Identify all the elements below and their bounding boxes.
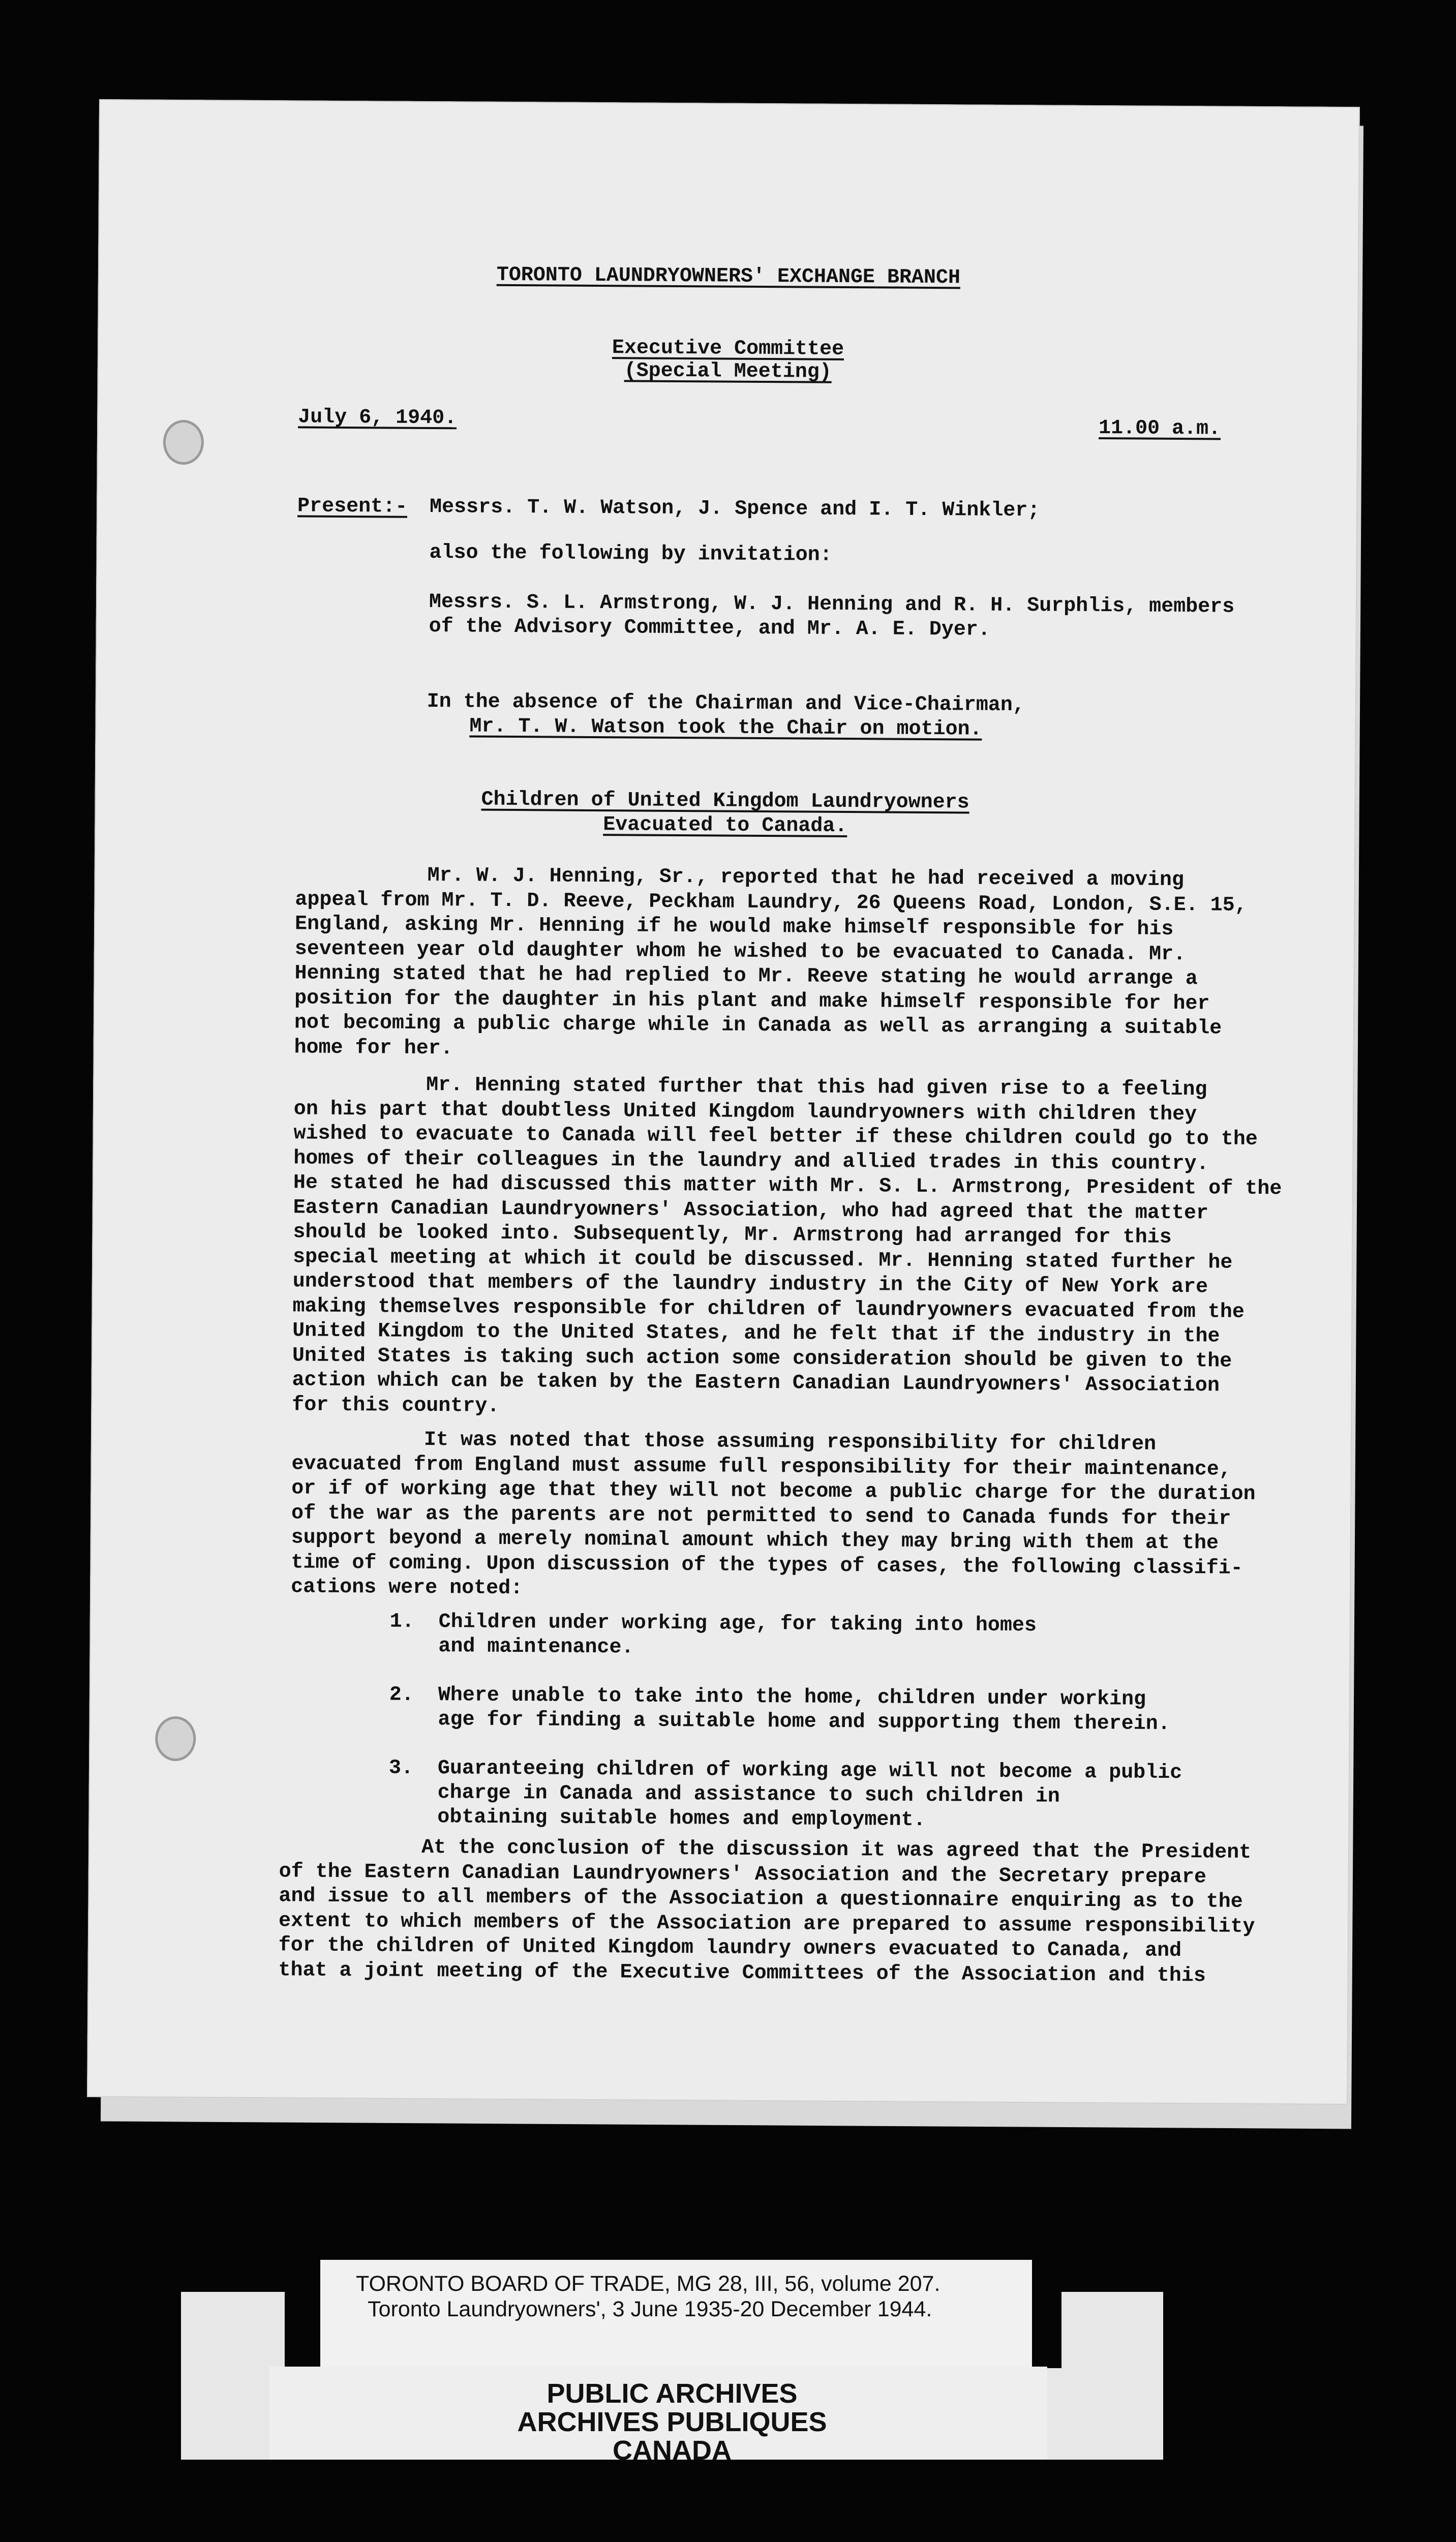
classification-item-2 [389,1683,1254,1736]
chair-line-1: In the absence of the Chairman and Vice-Chairman, [427,690,1025,717]
meeting-type: (Special Meeting) [624,359,832,384]
section-title-line-2: Evacuated to Canada. [603,813,847,838]
document-page [87,99,1360,2105]
invitation-intro: also the following by invitation: [429,541,832,567]
paragraph-henning-further: Mr. Henning stated further that this had given rise to a feeling on his part that doubtless United Kingdom laundryowners with children they wished to evacuate to Canada will feel better if these children could go to the homes of their colleagues in the laundry and allied trades in this country. He stated he had discussed this matter with Mr. S. L. Armstrong, President of the Eastern Canadian Laundryowners' Association, who had agreed that the matter should be looked into. Subsequently, Mr. Armstrong had arranged for this special meeting at which it could be discussed. Mr. Henning stated further he understood that members of the laundry industry in the City of New York are making themselves responsible for children of laundryowners evacuated from the United Kingdom to the United States, and he felt that if the industry in the United States is taking such action some consideration should be given to the action which can be taken by the Eastern Canadian Laundryowners' Association for this country. [292,1073,1282,1418]
committee-title: Executive Committee [612,337,844,361]
document-header: TORONTO LAUNDRYOWNERS' EXCHANGE BRANCH [496,263,961,290]
item-text: Children under working age, for taking into homes and maintenance. [438,1611,1037,1659]
section-title-line-1: Children of United Kingdom Laundryowners [481,788,969,814]
punch-hole-bottom [155,1716,196,1761]
box-slot-left [285,2292,320,2368]
paragraph-responsibility: It was noted that those assuming responsibility for children evacuated from England must assume full responsibility for their maintenance, or if of working age that they will not become a public charge for the duration of the war as the parents are not permitted to send to Canada funds for their support beyond a merely nominal amount which they may bring with them at the time of coming. Upon discussion of the types of cases, the following classifi- cations were noted: [290,1428,1256,1600]
meeting-date: July 6, 1940. [298,406,457,430]
item-number: 1. [389,1610,414,1633]
meeting-time: 11.00 a.m. [1098,417,1221,441]
classification-item-3 [388,1757,1253,1832]
present-label: Present:- [297,495,408,519]
invited-line-1: Messrs. S. L. Armstrong, W. J. Henning and R. H. Surphlis, members [429,590,1235,619]
archive-stamp-line-1: PUBLIC ARCHIVES [547,2378,798,2409]
chair-line-2: Mr. T. W. Watson took the Chair on motion. [469,715,982,741]
present-members: Messrs. T. W. Watson, J. Spence and I. T. Winkler; [429,495,1040,523]
classification-item-1 [389,1610,1254,1659]
archive-reference-line-2: Toronto Laundryowners', 3 June 1935-20 December 1944. [356,2297,932,2321]
paragraph-henning-report: Mr. W. J. Henning, Sr., reported that he had received a moving appeal from Mr. T. D. Reeve, Peckham Laundry, 26 Queens Road, London, S.E. 15, England, asking Mr. Henning if he would make himself responsible for his seventeen year old daughter whom he wished to be evacuated to Canada. Mr. Henning stated that he had replied to Mr. Reeve stating he would arrange a position for the daughter in his plant and make himself responsible for her not becoming a public charge while in Canada as well as arranging a suitable home for her. [294,864,1247,1060]
box-slot-right [1032,2292,1061,2368]
punch-hole-top [163,420,204,465]
invited-line-2: of the Advisory Committee, and Mr. A. E. Dyer. [429,615,990,642]
item-text: Guaranteeing children of working age will not become a public charge in Canada and assistance to such children in obtaining suitable homes and employment. [437,1757,1182,1832]
paragraph-conclusion: At the conclusion of the discussion it was agreed that the President of the Eastern Canadian Laundryowners' Association and the Secretary prepare and issue to all members of the Association a questionnaire enquiring as to the extent to which members of the Association are prepared to assume responsibility for the children of United Kingdom laundry owners evacuated to Canada, and that a joint meeting of the Executive Committees of the Association and this [278,1836,1255,1987]
archive-stamp-line-3: CANADA [613,2435,732,2466]
archive-reference-line-1: TORONTO BOARD OF TRADE, MG 28, III, 56, volume 207. [356,2272,941,2296]
item-number: 2. [389,1683,414,1707]
item-text: Where unable to take into the home, children under working age for finding a suitable home and supporting them therein. [438,1684,1170,1736]
archive-stamp-line-2: ARCHIVES PUBLIQUES [517,2407,827,2437]
item-number: 3. [388,1757,414,1780]
